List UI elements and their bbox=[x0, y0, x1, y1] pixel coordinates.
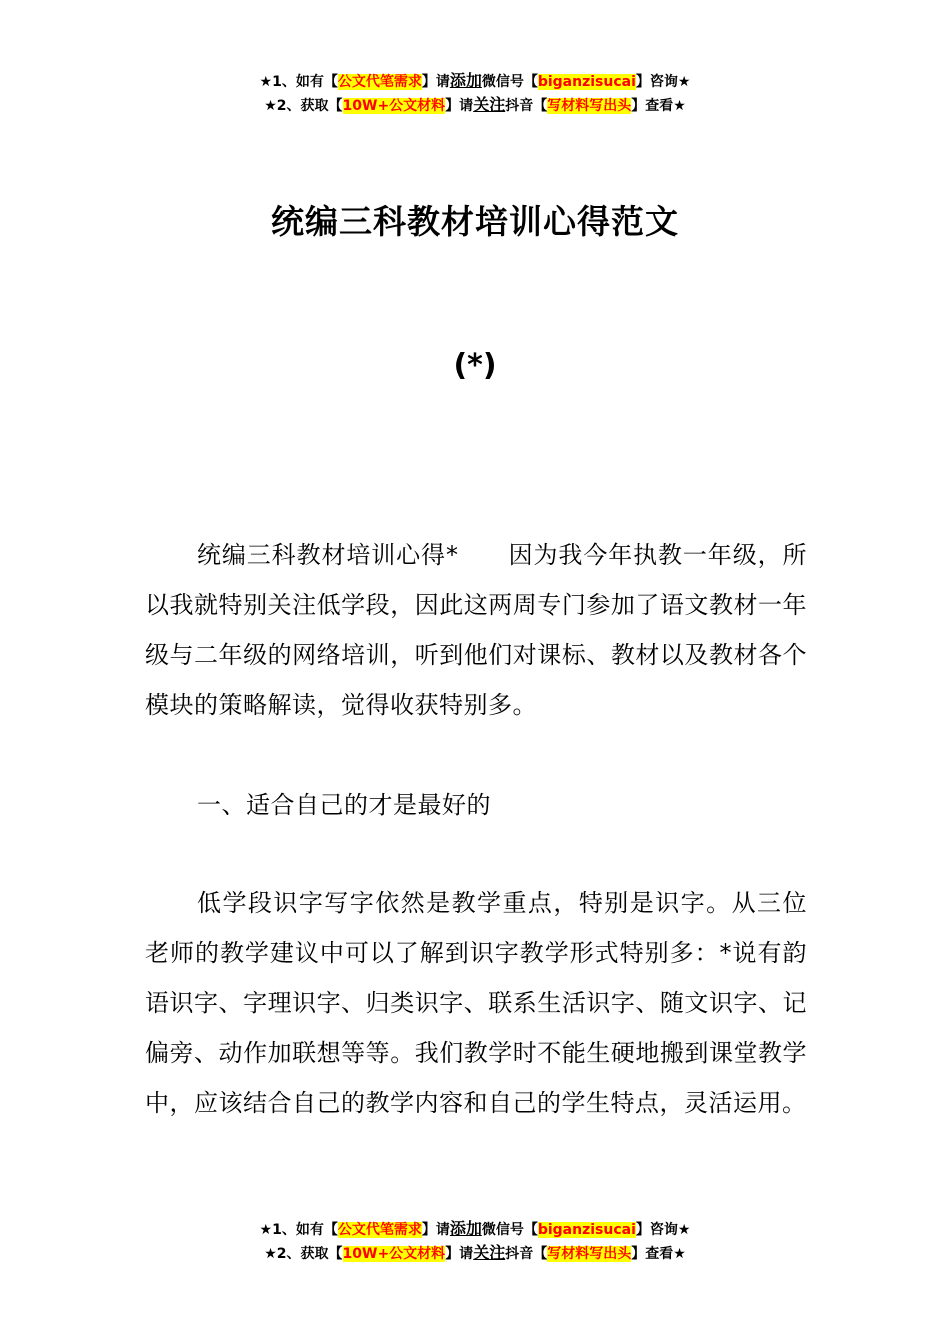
banner-text: 】查看★ bbox=[631, 1246, 686, 1262]
section-heading bbox=[145, 780, 807, 830]
footer-banner bbox=[0, 1217, 950, 1265]
banner-underline: 添加 bbox=[449, 71, 482, 90]
document-title: 统编三科教材培训心得范文 bbox=[271, 202, 679, 241]
banner-highlight: 写材料写出头 bbox=[547, 98, 632, 114]
banner-underline: 关注 bbox=[473, 1243, 506, 1262]
banner-text: ★2、获取【 bbox=[264, 1246, 343, 1262]
banner-text: 抖音【 bbox=[505, 1246, 548, 1262]
section-heading-text: 一、适合自己的才是最好的 bbox=[197, 791, 491, 819]
paragraph-text: 低学段识字写字依然是教学重点，特别是识字。从三位老师的教学建议中可以了解到识字教学形式特别多：*说有韵语识字、字理识字、归类识字、联系生活识字、随文识字、记偏旁、动作加联想等等。我们教学时不能生硬地搬到课堂教学中，应该结合自己的教学内容和自己的学生特点，灵活运用。 bbox=[145, 889, 807, 1117]
banner-text: 】请 bbox=[421, 1222, 450, 1238]
banner-line-1 bbox=[0, 69, 950, 93]
banner-line-1 bbox=[0, 1217, 950, 1241]
banner-text: 】请 bbox=[445, 1246, 474, 1262]
banner-line-2 bbox=[0, 93, 950, 117]
banner-highlight: 10W+公文材料 bbox=[342, 1246, 446, 1262]
banner-highlight: 公文代笔需求 bbox=[337, 1222, 422, 1238]
banner-text: 微信号【 bbox=[481, 74, 538, 90]
banner-line-2 bbox=[0, 1241, 950, 1265]
banner-highlight: biganzisucai bbox=[537, 1222, 636, 1238]
banner-highlight: 写材料写出头 bbox=[547, 1246, 632, 1262]
banner-highlight: biganzisucai bbox=[537, 74, 636, 90]
banner-highlight: 10W+公文材料 bbox=[342, 98, 446, 114]
banner-text: ★1、如有【 bbox=[259, 1222, 338, 1238]
paragraph-intro bbox=[145, 530, 807, 730]
banner-text: 微信号【 bbox=[481, 1222, 538, 1238]
banner-highlight: 公文代笔需求 bbox=[337, 74, 422, 90]
banner-text: 】咨询★ bbox=[635, 1222, 691, 1238]
banner-text: 】请 bbox=[445, 98, 474, 114]
document-subtitle: (*) bbox=[453, 348, 497, 383]
banner-text: 】请 bbox=[421, 74, 450, 90]
banner-text: ★2、获取【 bbox=[264, 98, 343, 114]
banner-text: 】咨询★ bbox=[635, 74, 691, 90]
banner-text: 抖音【 bbox=[505, 98, 548, 114]
header-banner bbox=[0, 69, 950, 117]
banner-text: ★1、如有【 bbox=[259, 74, 338, 90]
banner-underline: 添加 bbox=[449, 1219, 482, 1238]
paragraph-text: 统编三科教材培训心得* 因为我今年执教一年级，所以我就特别关注低学段，因此这两周专门参加了语文教材一年级与二年级的网络培训，听到他们对课标、教材以及教材各个模块的策略解读，觉得收获特别多。 bbox=[145, 541, 807, 719]
paragraph-literacy bbox=[145, 878, 807, 1128]
banner-underline: 关注 bbox=[473, 95, 506, 114]
banner-text: 】查看★ bbox=[631, 98, 686, 114]
